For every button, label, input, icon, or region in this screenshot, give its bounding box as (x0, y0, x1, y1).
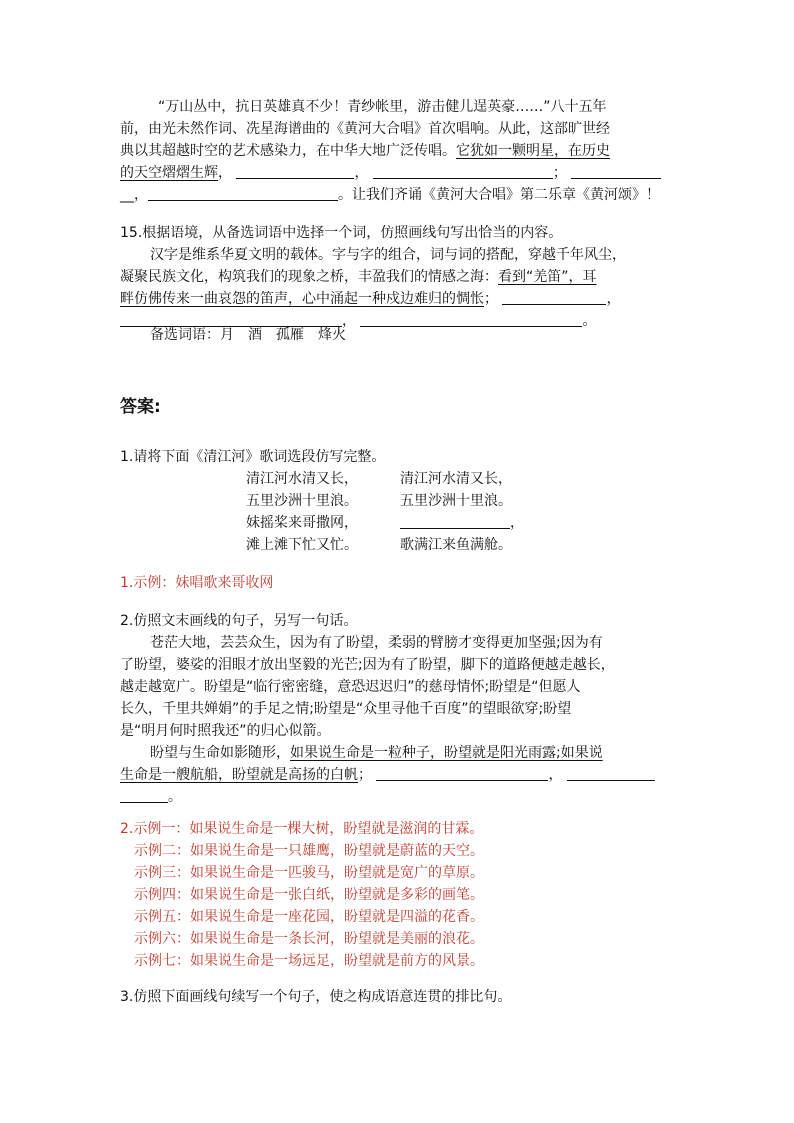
lyric-blank-line (400, 512, 524, 534)
answer-blank[interactable] (148, 186, 338, 201)
underlined-sentence: 生命是一艘航船，盼望就是高扬的白帆 (120, 767, 358, 783)
q2-passage-line-8 (120, 786, 182, 808)
underlined-sentence: 如果说生命是一粒种子，盼望就是阳光雨露;如果说 (290, 745, 603, 761)
punctuation: 。 (168, 789, 182, 805)
question-3-title: 3.仿照下面画线句续写一个句子，使之构成语意连贯的排比句。 (120, 989, 512, 1005)
question-2-title: 2.仿照文末画线的句子，另写一句话。 (120, 613, 358, 629)
q15-passage-line-1: 汉字是维系华夏文明的载体。字与字的组合，词与词的搭配，穿越千年风尘， (150, 247, 626, 263)
lyric-line: 滩上滩下忙又忙。 (246, 537, 358, 553)
answers-heading: 答案: (120, 397, 161, 417)
lyric-line: 歌满江来鱼满舱。 (400, 537, 512, 553)
punctuation: 。 (582, 313, 597, 329)
lyric-line: 清江河水清又长， (246, 471, 358, 487)
question-15-title: 15.根据语境，从备选词语中选择一个词，仿照画线句写出恰当的内容。 (120, 225, 563, 241)
punctuation: ； (552, 165, 567, 181)
answer-blank[interactable] (502, 290, 606, 305)
passage-line-1: “万山丛中，抗日英雄真不少！青纱帐里，游击健儿逞英豪……”八十五年 (158, 99, 607, 115)
punctuation: __， (120, 187, 148, 203)
q2-passage-line-2: 了盼望，婆娑的泪眼才放出坚毅的光芒;因为有了盼望，脚下的道路便越走越长， (120, 657, 615, 673)
punctuation: ， (342, 313, 356, 329)
lyric-line: 妹摇桨来哥撒网， (246, 515, 358, 531)
q2-passage-line-1: 苍茫大地，芸芸众生，因为有了盼望，柔弱的臂膀才变得更加坚强;因为有 (150, 635, 603, 651)
answer-1: 1.示例：妹唱歌来哥收网 (120, 575, 274, 591)
underlined-sentence: 畔仿佛传来一曲哀怨的笛声，心中涌起一种戍边难归的惆怅 (120, 291, 484, 307)
punctuation: ， (218, 165, 232, 181)
q15-passage-line-3 (120, 288, 620, 310)
q2-passage-line-6 (150, 742, 603, 764)
lyric-line: 五里沙洲十里浪。 (400, 493, 512, 509)
underlined-sentence: 它犹如一颗明星，在历史 (456, 143, 610, 159)
underlined-sentence: 看到“羌笛”，耳 (498, 269, 597, 285)
passage-text: 。让我们齐诵《黄河大合唱》第二乐章《黄河颂》！ (338, 187, 660, 203)
answer-blank[interactable] (120, 788, 168, 803)
q2-passage-line-3: 越走越宽广。盼望是“临行密密缝，意恐迟迟归”的慈母情怀;盼望是“但愿人 (120, 679, 581, 695)
answer-blank[interactable] (567, 766, 655, 781)
punctuation: ， (606, 291, 621, 307)
answer-2-example: 示例三：如果说生命是一匹骏马，盼望就是宽广的草原。 (134, 865, 484, 881)
punctuation: ， (354, 165, 369, 181)
q2-passage-line-5: 是“明月何时照我还”的归心似箭。 (120, 723, 331, 739)
punctuation: ， (510, 515, 524, 531)
passage-line-2: 前，由光未然作词、冼星海谱曲的《黄河大合唱》首次唱响。从此，这部旷世经 (120, 121, 610, 137)
q15-options: 备选词语：月 酒 孤雁 烽火 (150, 327, 346, 343)
underlined-sentence: 的天空熠熠生辉 (120, 165, 218, 181)
lyric-line: 五里沙洲十里浪。 (246, 493, 358, 509)
lyric-line: 清江河水清又长， (400, 471, 512, 487)
answer-2-example: 示例四：如果说生命是一张白纸，盼望就是多彩的画笔。 (134, 887, 484, 903)
punctuation: ； (358, 767, 372, 783)
punctuation: ， (548, 767, 563, 783)
answer-2-example: 示例五：如果说生命是一座花园，盼望就是四溢的花香。 (134, 909, 484, 925)
passage-line-3 (120, 140, 610, 162)
passage-line-4 (120, 162, 661, 184)
answer-blank[interactable] (571, 164, 661, 179)
answer-2-example: 示例六：如果说生命是一条长河，盼望就是美丽的浪花。 (134, 931, 484, 947)
q2-passage-line-4: 长久，千里共婵娟”的手足之情;盼望是“众里寻他千百度”的望眼欲穿;盼望 (120, 701, 572, 717)
answer-blank[interactable] (400, 514, 510, 529)
passage-text: 凝聚民族文化，构筑我们的现象之桥，丰盈我们的情感之海： (120, 269, 498, 285)
answer-blank[interactable] (236, 164, 354, 179)
q15-passage-line-2 (120, 266, 597, 288)
question-1-title: 1.请将下面《清江河》歌词选段仿写完整。 (120, 449, 386, 465)
answer-blank[interactable] (360, 312, 582, 327)
punctuation: ； (484, 291, 498, 307)
answer-blank[interactable] (376, 766, 548, 781)
q2-passage-line-7 (120, 764, 655, 786)
passage-text: 盼望与生命如影随形， (150, 745, 290, 761)
answer-2-example: 示例七：如果说生命是一场远足，盼望就是前方的风景。 (134, 953, 484, 969)
passage-text: 典以其超越时空的艺术感染力，在中华大地广泛传唱。 (120, 143, 456, 159)
answer-2-example: 2.示例一：如果说生命是一棵大树，盼望就是滋润的甘霖。 (120, 821, 484, 837)
answer-2-example: 示例二：如果说生命是一只雄鹰，盼望就是蔚蓝的天空。 (134, 843, 484, 859)
answer-blank[interactable] (373, 164, 553, 179)
passage-line-5 (120, 184, 660, 206)
